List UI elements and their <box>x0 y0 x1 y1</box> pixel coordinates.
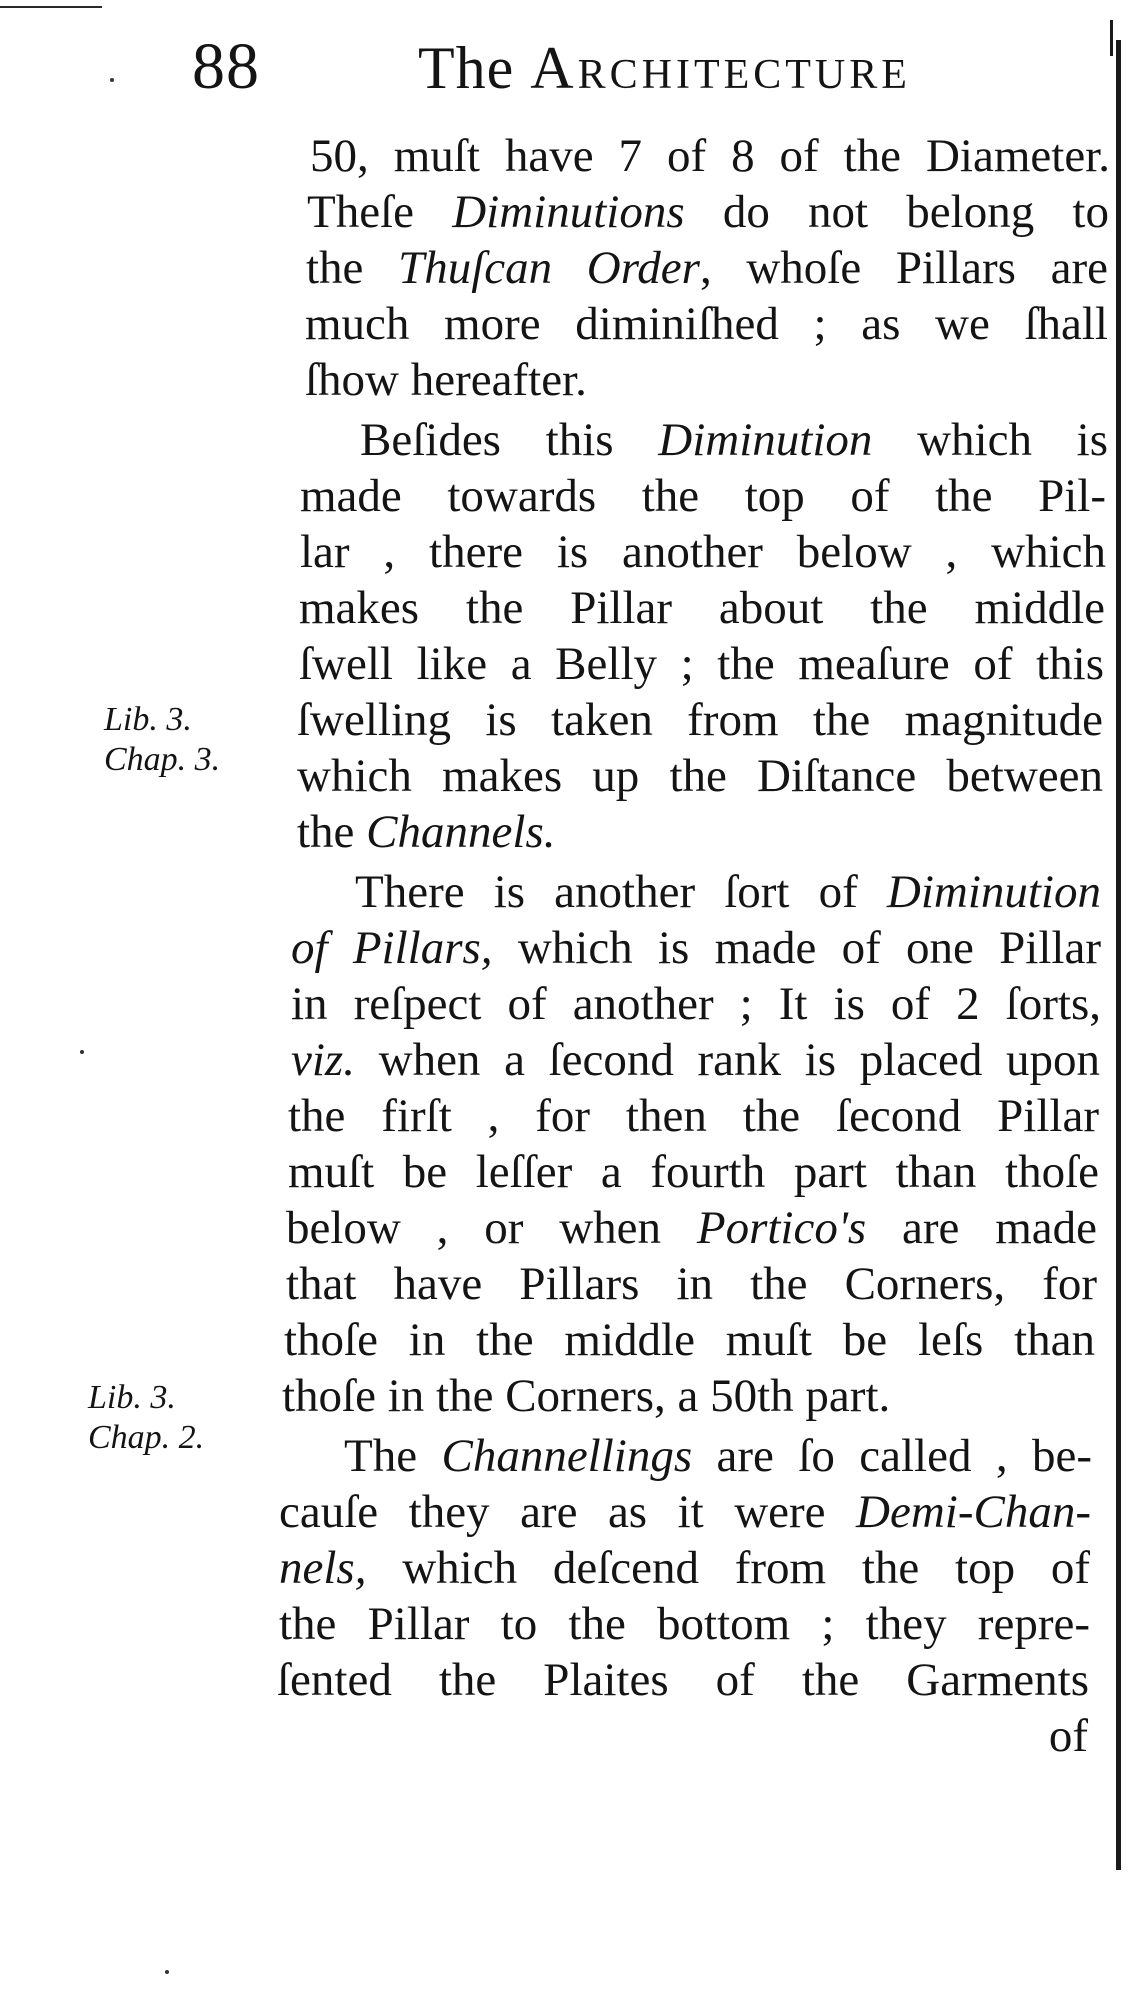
text-run: the <box>297 806 367 858</box>
text-run: which is <box>872 414 1108 466</box>
text-line <box>286 1200 1097 1256</box>
text-run: do not belong to <box>684 186 1109 238</box>
text-run: There is another ſort of <box>355 866 887 918</box>
italic-run: Diminution <box>886 866 1101 918</box>
text-run: the Pillar to the bottom ; they repre- <box>279 1598 1090 1650</box>
italic-run: of Pillars, <box>291 922 493 974</box>
margin-note-lib: Lib. 3. <box>88 1379 176 1416</box>
catchword <box>900 1708 1088 1764</box>
text-run: that have Pillars in the Corners, for <box>286 1258 1097 1310</box>
text-run: below , or when <box>286 1202 697 1254</box>
text-line <box>344 1428 1092 1484</box>
text-run: thoſe in the middle muſt be leſs than <box>284 1314 1095 1366</box>
text-run: , whoſe Pillars are <box>699 242 1108 294</box>
page-number: 88 <box>192 30 260 103</box>
text-run: muſt be leſſer a fourth part than thoſe <box>288 1146 1099 1198</box>
text-line <box>297 804 1103 860</box>
text-line <box>307 184 1109 240</box>
ink-speck <box>165 1970 169 1974</box>
text-run: are ſo called , be- <box>692 1430 1092 1482</box>
text-line <box>282 1368 1093 1424</box>
italic-run: Diminution <box>658 414 873 466</box>
ink-speck <box>110 78 114 82</box>
text-run: of <box>1048 1710 1088 1762</box>
text-run: which is made of one Pillar <box>492 922 1101 974</box>
text-run: which deſcend from the top of <box>366 1542 1090 1594</box>
text-run: Theſe <box>307 186 453 238</box>
margin-note-lib: Lib. 3. <box>104 701 192 738</box>
italic-run: Channels. <box>366 806 556 858</box>
text-line <box>310 128 1110 184</box>
page-edge-tick <box>1110 20 1113 56</box>
page-edge-rule <box>1116 40 1121 1870</box>
text-line <box>291 976 1101 1032</box>
text-line <box>277 1652 1089 1708</box>
text-run: the firſt , for then the ſecond Pillar <box>288 1090 1099 1142</box>
italic-run: Thuſcan Order <box>398 242 700 294</box>
text-line <box>297 692 1103 748</box>
text-line <box>299 580 1105 636</box>
running-head <box>418 35 911 101</box>
text-run: lar , there is another below , which <box>300 526 1106 578</box>
text-line <box>279 1484 1091 1540</box>
text-run: when a ſecond rank is placed upon <box>354 1034 1100 1086</box>
italic-run: Portico's <box>696 1202 867 1254</box>
italic-run: Diminutions <box>452 186 685 238</box>
text-run: made towards the top of the Pil- <box>300 470 1106 522</box>
text-line <box>279 1596 1090 1652</box>
text-run: 50, muſt have 7 of 8 of the Diameter. <box>310 130 1110 182</box>
text-run: The <box>344 1430 442 1482</box>
running-head-lead: The <box>418 35 515 101</box>
text-run: ſhow hereafter. <box>305 354 587 406</box>
text-line <box>305 296 1108 352</box>
italic-run: Demi-Chan- <box>856 1486 1091 1538</box>
text-line <box>300 468 1106 524</box>
margin-note-chap: Chap. 2. <box>88 1419 205 1456</box>
text-run: much more diminiſhed ; as we ſhall <box>305 298 1108 350</box>
text-run: makes the Pillar about the middle <box>299 582 1105 634</box>
text-run: which makes up the Diſtance between <box>297 750 1103 802</box>
text-line <box>288 1088 1099 1144</box>
text-run: cauſe they are as it were <box>279 1486 857 1538</box>
text-line <box>291 920 1101 976</box>
margin-note-2 <box>88 1378 204 1458</box>
text-line <box>305 352 1108 408</box>
text-line <box>279 1540 1090 1596</box>
text-line <box>297 748 1103 804</box>
italic-run: nels, <box>279 1542 367 1594</box>
text-run: ſwelling is taken from the magnitude <box>297 694 1103 746</box>
text-line <box>299 636 1104 692</box>
text-line <box>300 524 1106 580</box>
text-line <box>291 1032 1100 1088</box>
italic-run: Channellings <box>441 1430 693 1482</box>
running-head-title: Architecture <box>530 35 911 101</box>
text-line <box>306 240 1108 296</box>
text-line <box>360 412 1108 468</box>
text-run: in reſpect of another ; It is of 2 ſorts, <box>291 978 1101 1030</box>
text-line <box>288 1144 1099 1200</box>
ink-speck <box>80 1050 84 1054</box>
text-run: thoſe in the Corners, a 50th part. <box>282 1370 891 1422</box>
text-line <box>284 1312 1095 1368</box>
margin-note-1 <box>104 700 220 780</box>
text-line <box>355 864 1101 920</box>
top-rule <box>0 6 102 8</box>
text-run: ſented the Plaites of the Garments <box>277 1654 1089 1706</box>
italic-run: viz. <box>291 1034 355 1086</box>
text-run: ſwell like a Belly ; the meaſure of this <box>299 638 1104 690</box>
text-run: are made <box>866 1202 1097 1254</box>
text-line <box>286 1256 1097 1312</box>
margin-note-chap: Chap. 3. <box>104 741 221 778</box>
text-run: Beſides this <box>360 414 659 466</box>
text-run: the <box>306 242 399 294</box>
